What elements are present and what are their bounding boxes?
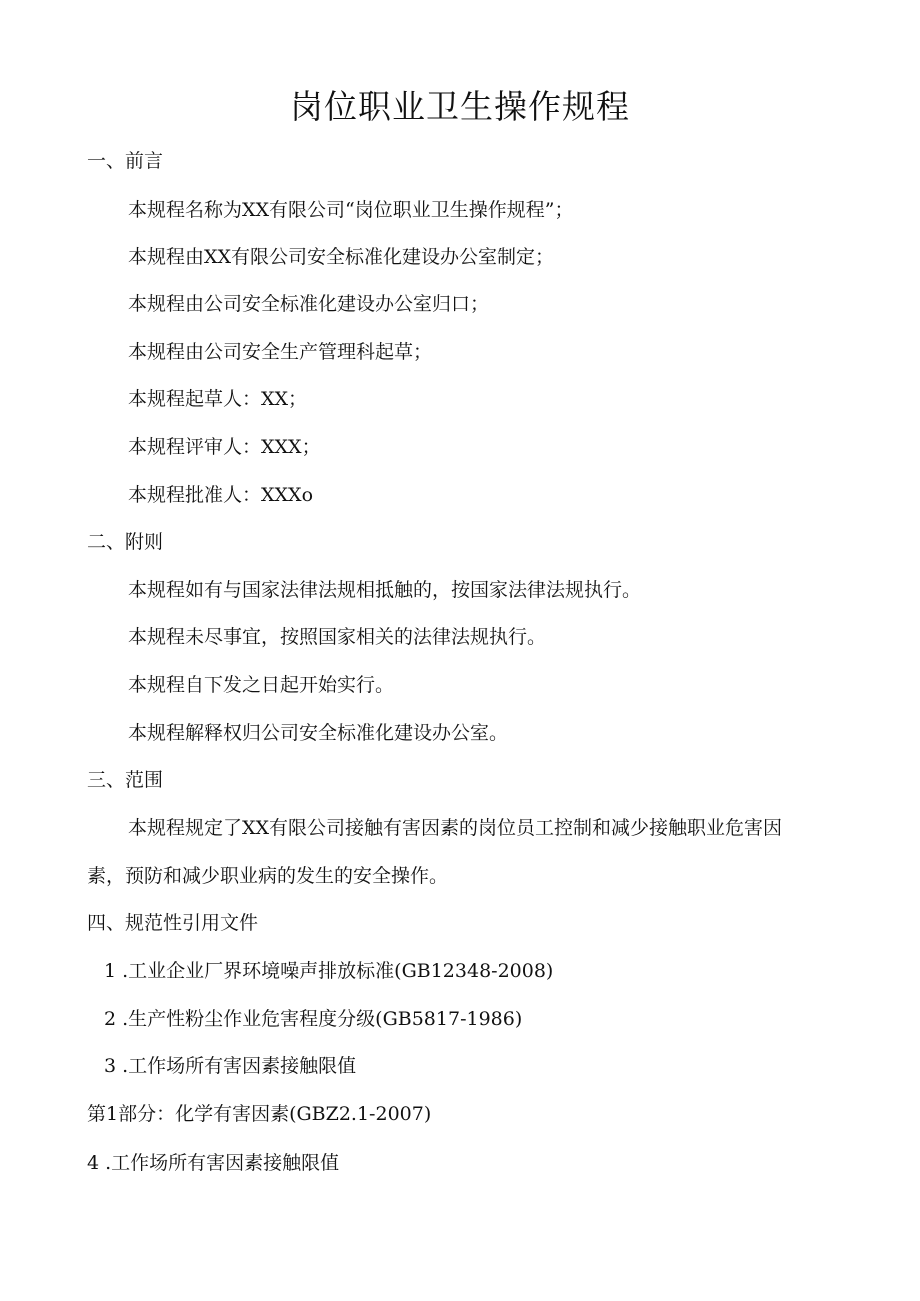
- paragraph-line: 本规程名称为XX有限公司“岗位职业卫生操作规程”；: [128, 199, 574, 221]
- section-heading-scope: 三、范围: [87, 769, 164, 791]
- document-title: 岗位职业卫生操作规程: [290, 87, 630, 126]
- reference-item: 2 .生产性粉尘作业危害程度分级(GB5817-1986): [104, 1008, 523, 1030]
- paragraph-line: 本规程由公司安全标准化建设办公室归口；: [128, 293, 490, 315]
- paragraph-line: 本规程自下发之日起开始实行。: [128, 674, 395, 696]
- reference-subpart: 第1部分：化学有害因素(GBZ2.1-2007): [87, 1103, 432, 1125]
- paragraph-line: 本规程解释权归公司安全标准化建设办公室。: [128, 722, 509, 744]
- section-heading-references: 四、规范性引用文件: [87, 912, 259, 934]
- paragraph-line: 本规程评审人：XXX；: [128, 436, 321, 458]
- reference-item: 1 .工业企业厂界环境噪声排放标准(GB12348-2008): [104, 960, 554, 982]
- paragraph-line: 本规程批准人：XXXo: [128, 484, 314, 506]
- paragraph-line: 本规程由XX有限公司安全标准化建设办公室制定；: [128, 246, 555, 268]
- reference-item: 4 .工作场所有害因素接触限值: [87, 1152, 340, 1174]
- paragraph-line: 本规程由公司安全生产管理科起草；: [128, 341, 433, 363]
- paragraph-line: 本规程规定了XX有限公司接触有害因素的岗位员工控制和减少接触职业危害因: [128, 817, 783, 839]
- section-heading-appendix: 二、附则: [87, 531, 164, 553]
- paragraph-line: 本规程如有与国家法律法规相抵触的，按国家法律法规执行。: [128, 579, 642, 601]
- reference-item: 3 .工作场所有害因素接触限值: [104, 1055, 357, 1077]
- paragraph-line: 本规程未尽事宜，按照国家相关的法律法规执行。: [128, 626, 547, 648]
- paragraph-line: 本规程起草人：XX；: [128, 388, 308, 410]
- section-heading-preface: 一、前言: [87, 150, 164, 172]
- paragraph-line-continued: 素，预防和减少职业病的发生的安全操作。: [87, 865, 449, 887]
